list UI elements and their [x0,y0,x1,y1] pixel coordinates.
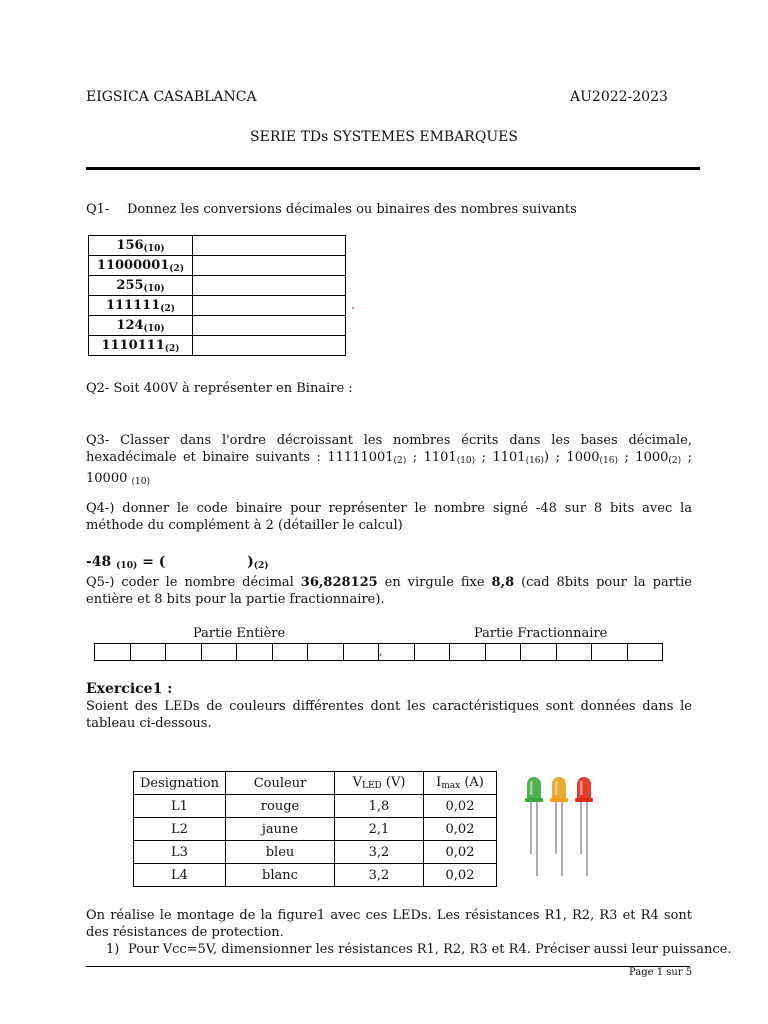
conversion-row [89,236,346,256]
led-current: 0,02 [424,864,497,887]
conversion-answer-cell[interactable] [193,316,346,336]
fraction-bit-cell[interactable] [414,644,450,661]
led-designation: L4 [134,864,226,887]
q4-equation [86,554,268,571]
led-current: 0,02 [424,818,497,841]
q4-text: Q4-) donner le code binaire pour représenter le nombre signé -48 sur 8 bits avec la méthode du complément à 2 (détailler le calcul) [86,501,692,533]
fraction-bit-cell[interactable] [485,644,521,661]
led-designation: L3 [134,841,226,864]
conversion-row [89,256,346,276]
led-voltage: 2,1 [335,818,424,841]
led-color: blanc [226,864,335,887]
conversion-answer-cell[interactable] [193,336,346,356]
q5-format: 8,8 [491,575,515,590]
header-color: Couleur [226,772,335,795]
q2-text: Q2- Soit 400V à représenter en Binaire : [86,381,353,396]
conversion-number: $11000001_{(2)}$ [89,256,193,276]
integer-bit-cell[interactable] [95,644,131,661]
conversion-row [89,276,346,296]
led-row [134,864,497,887]
exercise-intro: Soient des LEDs de couleurs différentes dont les caractéristiques sont données dans le tableau ci-dessous. [86,699,692,731]
integer-bit-cell[interactable] [343,644,379,661]
footer-rule [86,966,690,967]
integer-bit-cell[interactable] [201,644,237,661]
q1-text: Donnez les conversions décimales ou binaires des nombres suivants [127,202,577,217]
fraction-bit-cell[interactable] [556,644,592,661]
conversion-number: $156_{(10)}$ [89,236,193,256]
header-rule [86,167,700,170]
q3-number: 10000 $_{(10)}$ [86,471,150,487]
led-designation: L2 [134,818,226,841]
integer-bit-cell[interactable] [237,644,273,661]
header-designation: Designation [134,772,226,795]
q5-prefix: Q5-) coder le nombre décimal [86,575,301,590]
led-color: bleu [226,841,335,864]
q3-number: $1000_{(16)}$ ; [566,450,636,466]
conversion-row [89,316,346,336]
led-voltage: 1,8 [335,795,424,818]
page-title: SERIE TDs SYSTEMES EMBARQUES [250,129,518,145]
conversion-answer-cell[interactable] [193,256,346,276]
integer-bit-cell[interactable] [130,644,166,661]
conversion-row [89,296,346,316]
fraction-part-label: Partie Fractionnaire [474,626,608,641]
conversion-answer-cell[interactable] [193,276,346,296]
q5-text [86,574,692,608]
led-current: 0,02 [424,795,497,818]
q3-text [86,432,692,491]
q3-number: $1101_{(10)}$ ; [423,450,493,466]
q4-open: = ( [142,554,166,570]
q3-number: $1000_{(2)}$ ; [635,450,692,466]
led-voltage: 3,2 [335,841,424,864]
led-current: 0,02 [424,841,497,864]
led-row [134,841,497,864]
integer-part-label: Partie Entière [193,626,286,641]
conversion-number: $124_{(10)}$ [89,316,193,336]
header-vled: $V_{LED}$ (V) [335,772,424,795]
q4-value: -48 [86,554,112,570]
integer-bit-cell[interactable] [166,644,202,661]
led-illustration [520,772,600,884]
conversion-number: $255_{(10)}$ [89,276,193,296]
question-1-number: 1) [106,942,120,957]
conversion-answer-cell[interactable] [193,296,346,316]
q3-number: $1101_{(16)}$) ; [492,450,567,466]
conversion-number: $1110111_{(2)}$ [89,336,193,356]
led-designation: L1 [134,795,226,818]
q4-close: ) [247,554,254,570]
montage-text: On réalise le montage de la figure1 avec ces LEDs. Les résistances R1, R2, R3 et R4 sont des résistances de protection. [86,908,692,940]
fraction-bit-cell[interactable] [450,644,486,661]
exercise-title: Exercice1 : [86,681,173,697]
page-number: Page 1 sur 5 [629,967,693,978]
q3-statement: Q3- Classer dans l'ordre décroissant les nombres écrits dans les bases décimale, hexadécimale et binaire suivants : [86,433,692,465]
led-icon [575,777,593,876]
question-1-text: Pour Vcc=5V, dimensionner les résistances R1, R2, R3 et R4. Préciser aussi leur puissance. [128,942,732,957]
q5-number: 36,828125 [300,575,378,590]
q5-suffix: (cad 8bits pour la partie entière et 8 bits pour la partie fractionnaire). [86,575,692,607]
led-icon [525,777,543,876]
q4-close-base: (2) [253,561,269,571]
conversion-row [89,336,346,356]
academic-year: AU2022-2023 [570,89,668,105]
led-voltage: 3,2 [335,864,424,887]
led-row [134,818,497,841]
fixed-point-bit-grid [94,643,663,661]
led-icon [550,777,568,876]
school-name: EIGSICA CASABLANCA [86,89,257,105]
fraction-bit-cell[interactable] [521,644,557,661]
integer-bit-cell[interactable] [308,644,344,661]
q4-value-base: (10) [116,561,138,571]
fraction-bit-cell[interactable] [592,644,628,661]
led-row [134,795,497,818]
led-color: jaune [226,818,335,841]
fraction-bit-cell[interactable] [627,644,663,661]
led-color: rouge [226,795,335,818]
conversion-answer-cell[interactable] [193,236,346,256]
led-table [133,771,497,887]
stray-mark [352,307,354,309]
q3-number: $11111001_{(2)}$ ; [327,450,424,466]
fraction-bit-cell[interactable]: , [379,644,415,661]
conversion-number: $111111_{(2)}$ [89,296,193,316]
q5-mid: en virgule fixe [377,575,492,590]
header-imax: $I_{max}$ (A) [424,772,497,795]
conversion-table [88,235,346,356]
q1-label: Q1- [86,202,110,217]
integer-bit-cell[interactable] [272,644,308,661]
